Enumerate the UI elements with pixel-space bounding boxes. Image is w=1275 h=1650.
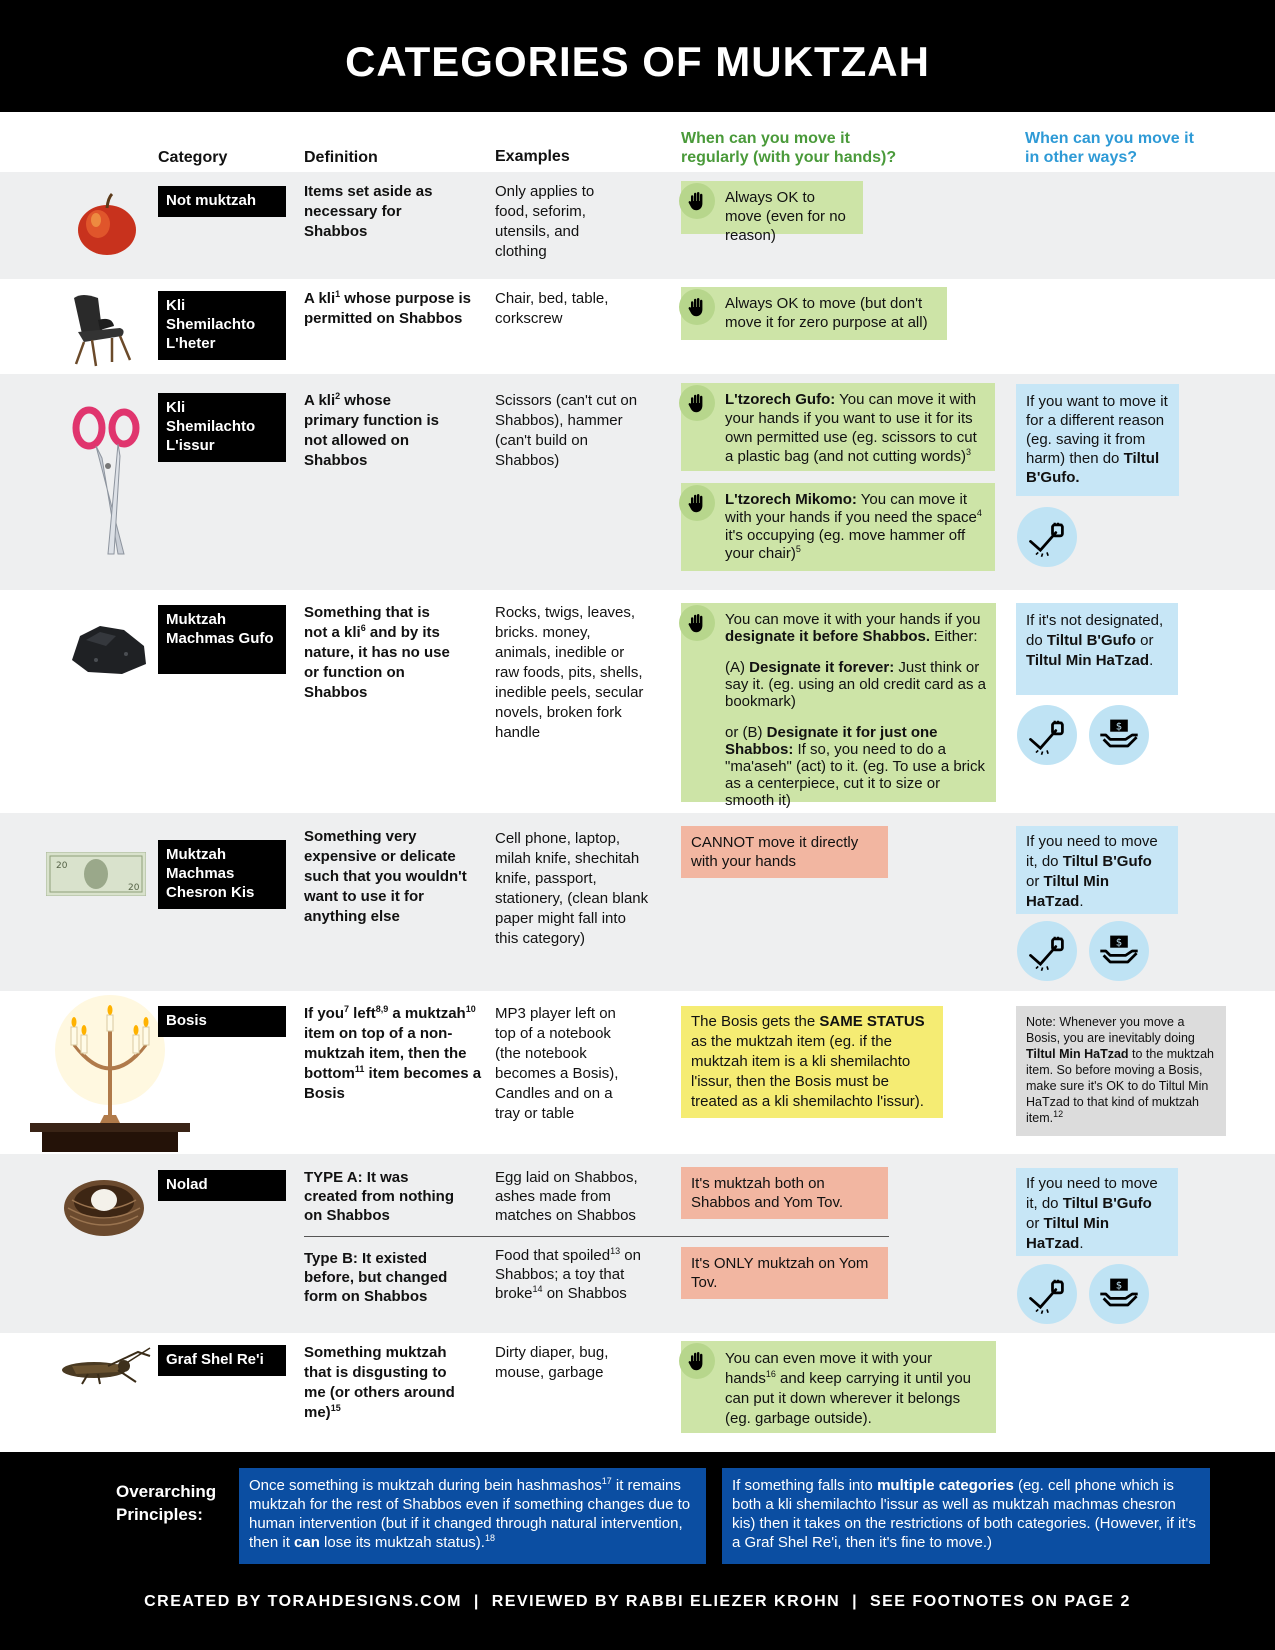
hand-icon xyxy=(679,1343,715,1379)
category-bosis: Bosis xyxy=(158,1006,286,1037)
regular-box-ltzorech-mikomo: L'tzorech Mikomo: You can move it with your hands if you need the space$^4$ it's occupying (eg. move hammer off your chair)$^5$ xyxy=(681,483,995,571)
svg-text:20: 20 xyxy=(56,861,68,871)
svg-text:20: 20 xyxy=(128,883,140,893)
category-machmas-gufo: Muktzah Machmas Gufo xyxy=(158,605,286,674)
grasshopper-image xyxy=(58,1346,154,1391)
nolad-divider xyxy=(304,1236,889,1237)
tiltul-min-hatzad-icon xyxy=(1089,705,1149,765)
tiltul-min-hatzad-icon xyxy=(1089,1264,1149,1324)
category-graf-shel-rei: Graf Shel Re'i xyxy=(158,1345,286,1376)
header-regular-line2: regularly (with your hands)? xyxy=(681,149,897,166)
regular-text: Always OK to move (even for no reason) xyxy=(725,189,846,244)
tiltul-bgufo-icon xyxy=(1017,1264,1077,1324)
regular-text: Always OK to move (but don't move it for zero purpose at all) xyxy=(725,295,928,331)
examples-chesron-kis: Cell phone, laptop, milah knife, shechitah knife, passport, stationery, (clean blank paper might fall into this category) xyxy=(495,830,649,947)
tiltul-bgufo-icon xyxy=(1017,921,1077,981)
regular-box-not-muktzah xyxy=(681,181,863,244)
examples-nolad-type-b: Food that spoiled$^{13}$ on Shabbos; a toy that broke$^{14}$ on Shabbos xyxy=(495,1246,641,1302)
hand-icon xyxy=(679,183,715,219)
header-regular xyxy=(681,129,896,167)
header-regular-line1: When can you move it xyxy=(681,130,850,147)
header-other-line2: in other ways? xyxy=(1025,149,1138,166)
ltzorech-mikomo-text: You can move it with your hands if you need the space xyxy=(725,491,977,526)
definition-not-muktzah: Items set aside as necessary for Shabbos xyxy=(304,183,433,240)
examples-kli-issur: Scissors (can't cut on Shabbos), hammer (can't build on Shabbos) xyxy=(495,392,638,469)
definition-nolad-type-b: Type B: It existed before, but changed form on Shabbos xyxy=(304,1250,448,1305)
note-box-bosis: Note: Whenever you move a Bosis, you are inevitably doing Tiltul Min HaTzad to the muktzah item. So before moving a Bosis, make sure it's OK to do Tiltul Min HaTzad to that kind of muktzah item.$^{12}$ xyxy=(1016,1006,1226,1136)
regular-box-kli-heter xyxy=(681,287,947,340)
footer-credits: CREATED BY TORAHDESIGNS.COM | REVIEWED BY RABBI ELIEZER KROHN | SEE FOOTNOTES ON PAGE 2 xyxy=(144,1593,1131,1610)
regular-box-nolad-type-b: It's ONLY muktzah on Yom Tov. xyxy=(681,1247,888,1299)
regular-box-chesron-kis: CANNOT move it directly with your hands xyxy=(681,826,888,878)
ltzorech-gufo-text: You can move it with your hands if you want to use it for its own permitted use (eg. scissors to cut a plastic bag (and not cutting words) xyxy=(725,391,977,465)
other-box-chesron-kis: If you need to move it, do Tiltul B'Gufo or Tiltul Min HaTzad. xyxy=(1016,826,1178,914)
scissors-image xyxy=(72,406,142,561)
principle-box-bein-hashmashos: Once something is muktzah during bein hashmashos$^{17}$ it remains muktzah for the rest of Shabbos even if something changes due to human intervention (but if it changed through natural intervention, then it can lose its muktzah status).$^{18}$ xyxy=(239,1468,706,1564)
category-nolad: Nolad xyxy=(158,1170,286,1201)
header-category: Category xyxy=(158,149,228,166)
tiltul-min-hatzad-icon xyxy=(1089,921,1149,981)
chair-image xyxy=(62,290,142,375)
category-kli-heter: Kli Shemilachto L'heter xyxy=(158,291,286,360)
header-other xyxy=(1025,129,1194,167)
examples-graf-shel-rei: Dirty diaper, bug, mouse, garbage xyxy=(495,1344,609,1381)
page-title: CATEGORIES OF MUKTZAH xyxy=(345,38,930,85)
category-not-muktzah: Not muktzah xyxy=(158,186,286,217)
definition-kli-issur: A kli$^2$ whose primary function is not allowed on Shabbos xyxy=(304,391,440,469)
hand-icon xyxy=(679,485,715,521)
principles-label: Overarching Principles: xyxy=(116,1482,217,1524)
other-box-kli-issur: If you want to move it for a different reason (eg. saving it from harm) then do Tiltul B'Gufo. xyxy=(1016,384,1179,496)
header-other-line1: When can you move it xyxy=(1025,130,1194,147)
tiltul-bgufo-icon xyxy=(1017,705,1077,765)
hand-icon xyxy=(679,605,715,641)
category-kli-issur: Kli Shemilachto L'issur xyxy=(158,393,286,462)
examples-not-muktzah: Only applies to food, seforim, utensils, and clothing xyxy=(495,183,595,260)
category-chesron-kis: Muktzah Machmas Chesron Kis xyxy=(158,840,286,909)
principle-box-multiple-categories: If something falls into multiple categories (eg. cell phone which is both a kli shemilachto l'issur as well as muktzah machmas chesron kis) then it takes on the restrictions of both categories. (However, if it's a Graf Shel Re'i, then it's fine to move.) xyxy=(722,1468,1210,1564)
definition-nolad-type-a: TYPE A: It was created from nothing on Shabbos xyxy=(304,1169,455,1224)
definition-kli-heter: A kli$^1$ whose purpose is permitted on Shabbos xyxy=(304,289,472,327)
other-box-machmas-gufo: If it's not designated, do Tiltul B'Gufo or Tiltul Min HaTzad. xyxy=(1016,603,1178,695)
examples-bosis: MP3 player left on top of a notebook (the notebook becomes a Bosis), Candles and on a tray or table xyxy=(495,1005,619,1122)
definition-graf-shel-rei: Something muktzah that is disgusting to me (or others around me)$^{15}$ xyxy=(304,1344,455,1421)
definition-chesron-kis: Something very expensive or delicate such that you wouldn't want to use it for anything else xyxy=(304,828,467,925)
hand-icon xyxy=(679,385,715,421)
apple-image xyxy=(72,186,142,261)
nest-image xyxy=(62,1168,146,1245)
header-examples: Examples xyxy=(495,148,570,165)
other-box-nolad: If you need to move it, do Tiltul B'Gufo or Tiltul Min HaTzad. xyxy=(1016,1168,1178,1256)
tiltul-bgufo-icon xyxy=(1017,507,1077,567)
regular-box-machmas-gufo: You can move it with your hands if you designate it before Shabbos. Either: (A) Designate it forever: Just think or say it. (eg. using an old credit card as a bookmark) or (B) Designate it for just one Shabbos: If so, you need to do a "ma'aseh" (act) to it. (eg. To use a brick as a centerpiece, cut it to size or smooth it) xyxy=(681,603,996,802)
ltzorech-gufo-title: L'tzorech Gufo: xyxy=(725,391,836,408)
regular-box-graf-shel-rei: You can even move it with your hands$^{16}$ and keep carrying it until you can put it down wherever it belongs (eg. garbage outside). xyxy=(681,1341,996,1433)
header-definition: Definition xyxy=(304,149,378,166)
hand-icon xyxy=(679,289,715,325)
examples-kli-heter: Chair, bed, table, corkscrew xyxy=(495,290,609,327)
definition-machmas-gufo: Something that is not a kli$^6$ and by its nature, it has no use or function on Shabbos xyxy=(304,604,450,701)
regular-box-nolad-type-a: It's muktzah both on Shabbos and Yom Tov. xyxy=(681,1167,888,1219)
definition-bosis: If you$^7$ left$^{8,9}$ a muktzah$^{10}$ item on top of a non-muktzah item, then the bottom$^{11}$ item becomes a Bosis xyxy=(304,1004,482,1102)
ltzorech-mikomo-title: L'tzorech Mikomo: xyxy=(725,491,857,508)
regular-box-ltzorech-gufo: L'tzorech Gufo: You can move it with your hands if you want to use it for its own permitted use (eg. scissors to cut a plastic bag (and not cutting words)$^3$ xyxy=(681,383,995,471)
regular-box-bosis: The Bosis gets the SAME STATUS as the muktzah item (eg. if the muktzah item is a kli shemilachto l'issur, then the Bosis must be treated as a kli shemilachto l'issur). xyxy=(681,1006,943,1118)
rock-image xyxy=(66,620,150,681)
examples-machmas-gufo: Rocks, twigs, leaves, bricks. money, animals, inedible or raw foods, pits, shells, inedible peels, secular novels, broken fork handle xyxy=(495,604,644,741)
money-image xyxy=(46,852,146,901)
examples-nolad-type-a: Egg laid on Shabbos, ashes made from matches on Shabbos xyxy=(495,1169,638,1224)
